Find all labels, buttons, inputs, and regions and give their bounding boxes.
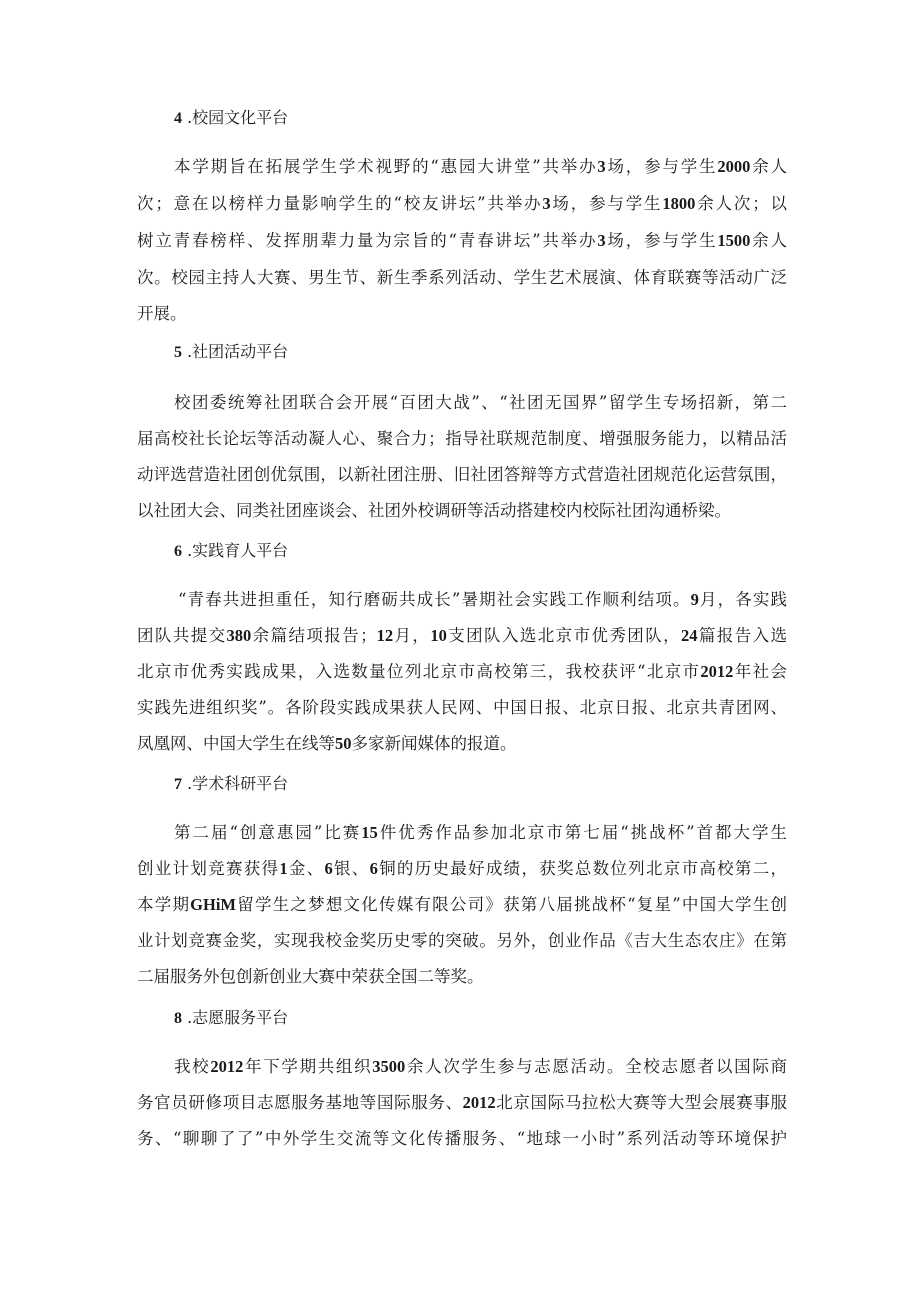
paragraph-line: 次。校园主持人大赛、男生节、新生季系列活动、学生艺术展演、体育联赛等活动广泛: [137, 268, 787, 287]
paragraph-line: 本学期GHiM留学生之梦想文化传媒有限公司》获第八届挑战杯“复星”中国大学生创: [137, 895, 787, 914]
paragraph-line: 业计划竞赛金奖，实现我校金奖历史零的突破。另外，创业作品《吉大生态农庄》在第: [137, 931, 787, 950]
paragraph-line: 务、“聊聊了了”中外学生交流等文化传播服务、“地球一小时”系列活动等环境保护: [137, 1129, 787, 1148]
section-heading: 7 .学术科研平台: [174, 774, 289, 793]
paragraph-line: 届高校社长论坛等活动凝人心、聚合力；指导社联规范制度、增强服务能力，以精品活: [137, 429, 787, 448]
paragraph-line: 务官员研修项目志愿服务基地等国际服务、2012北京国际马拉松大赛等大型会展赛事服: [137, 1093, 788, 1112]
paragraph-line: 北京市优秀实践成果，入选数量位列北京市高校第三，我校获评“北京市2012年社会: [137, 662, 787, 681]
paragraph-line: “青春共进担重任，知行磨砺共成长”暑期社会实践工作顺利结项。9月，各实践: [178, 590, 787, 609]
section-heading: 4 .校园文化平台: [174, 108, 289, 127]
section-heading: 6 .实践育人平台: [174, 541, 289, 560]
paragraph-line: 本学期旨在拓展学生学术视野的“惠园大讲堂”共举办3场，参与学生2000余人: [174, 157, 788, 176]
paragraph-line: 团队共提交380余篇结项报告；12月，10支团队入选北京市优秀团队，24篇报告入选: [137, 626, 788, 645]
paragraph-line: 次；意在以榜样力量影响学生的“校友讲坛”共举办3场，参与学生1800余人次；以: [137, 194, 788, 213]
paragraph-line: 二届服务外包创新创业大赛中荣获全国二等奖。: [137, 967, 484, 986]
section-heading: 5 .社团活动平台: [174, 342, 289, 361]
paragraph-line: 校团委统筹社团联合会开展“百团大战”、“社团无国界”留学生专场招新，第二: [174, 393, 787, 412]
paragraph-line: 开展。: [137, 304, 187, 323]
paragraph-line: 实践先进组织奖”。各阶段实践成果获人民网、中国日报、北京日报、北京共青团网、: [137, 698, 787, 717]
paragraph-line: 凤凰网、中国大学生在线等50多家新闻媒体的报道。: [137, 734, 517, 753]
paragraph-line: 第二届“创意惠园”比赛15件优秀作品参加北京市第七届“挑战杯”首都大学生: [174, 823, 787, 842]
paragraph-line: 以社团大会、同类社团座谈会、社团外校调研等活动搭建校内校际社团沟通桥梁。: [137, 501, 731, 520]
paragraph-line: 树立青春榜样、发挥朋辈力量为宗旨的“青春讲坛”共举办3场，参与学生1500余人: [137, 231, 788, 250]
paragraph-line: 动评选营造社团创优氛围，以新社团注册、旧社团答辩等方式营造社团规范化运营氛围，: [137, 465, 787, 484]
paragraph-line: 创业计划竞赛获得1金、6银、6铜的历史最好成绩，获奖总数位列北京市高校第二，: [137, 859, 788, 878]
section-heading: 8 .志愿服务平台: [174, 1008, 289, 1027]
paragraph-line: 我校2012年下学期共组织3500余人次学生参与志愿活动。全校志愿者以国际商: [174, 1057, 788, 1076]
